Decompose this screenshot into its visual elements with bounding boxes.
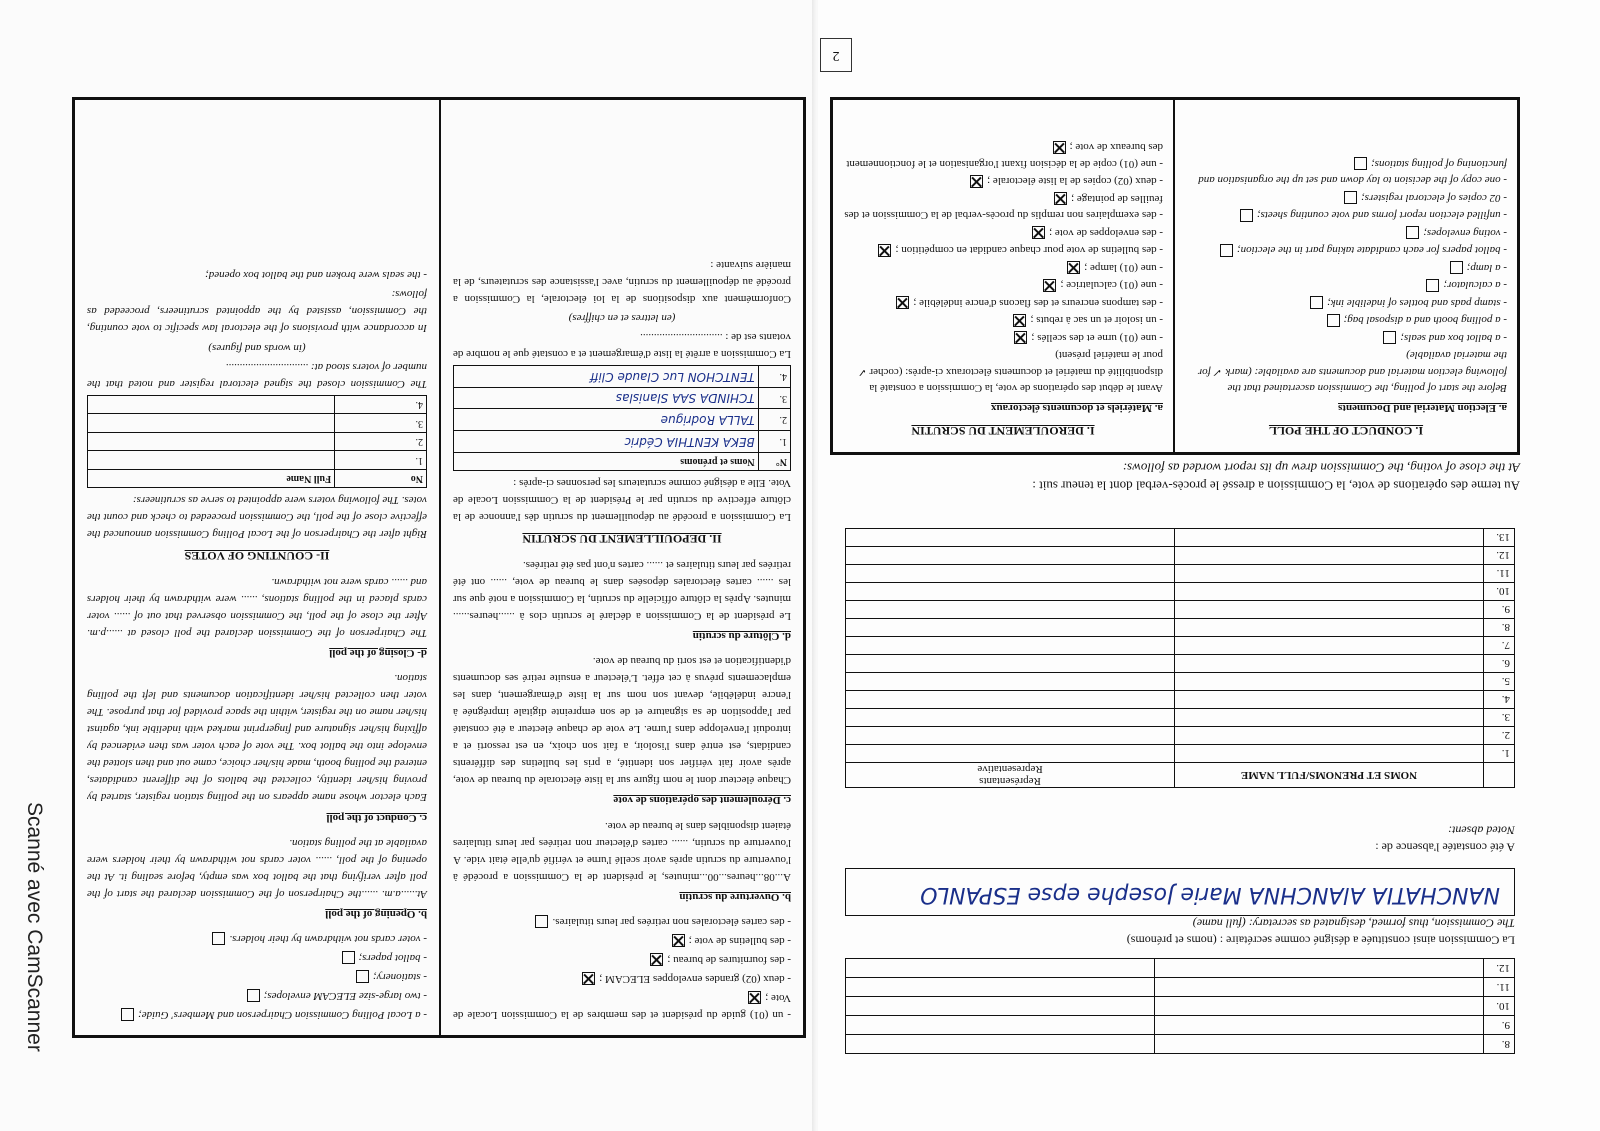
en-election-material-checkbox[interactable] <box>1220 244 1233 257</box>
absent-rep-cell[interactable] <box>846 655 1175 673</box>
table-row <box>454 387 791 409</box>
en-conduct-text: Each elector whose name appears on the polling station register, started by proving his/her identity, collected the ballots of the different candidates, entered the polling booth, made his/her choice, came out and then slotted the envelope into the ballot box. The vote of each voter was then evidenced by affixing his/her signature and fingerprint marked with indelible ink, against his/her name on the register, within the space provided for that purpose. The voter then collected his/her identification documents and left the polling station. <box>87 672 427 804</box>
table-row <box>88 432 427 451</box>
fr-sub-title: a. Matériels et documents électoraux <box>991 402 1163 414</box>
row-number: 10. <box>1484 583 1515 601</box>
en-conduct-title: c. Conduct of the poll <box>326 811 427 824</box>
fr-election-material-checkbox[interactable] <box>1054 192 1067 205</box>
french-column <box>439 100 803 1035</box>
row-number: 7. <box>1484 637 1515 655</box>
row-number: 5. <box>1484 673 1515 691</box>
fr-counting-title: II. DEPOUILLEMENT DU SCRUTIN <box>522 531 722 546</box>
fr-conduct-text: Chaque électeur dont le nom figure sur la liste électorale du bureau de vote, après avoir fait vérifier son identité, a pris les bulletins des différents candidats, est entré dans l'isoloir, a fait son choix, en est ressorti et a introduit l'enveloppe dans l'urne. Le vote de chaque électeur a été constaté par l'apposition de sa signature et de son empreinte digitale imprégnée à l'encre indélébile, devant son nom sur la liste d'émargement, dans les emplacements prévus à cet effet. L'électeur a ensuite retiré ses documents d'identification et est sorti du bureau de vote. <box>453 655 791 787</box>
absent-name-cell[interactable] <box>1175 583 1484 601</box>
fr-election-material-checkbox[interactable] <box>1053 141 1066 154</box>
row-number: 1. <box>1484 745 1515 763</box>
scrutineer-name: TCHINDA SAA Slanislas <box>454 387 759 409</box>
absent-name-cell[interactable] <box>1175 745 1484 763</box>
fr-conduct-column <box>833 100 1175 452</box>
secretary-caption <box>850 915 1515 949</box>
fr-election-material-checkbox[interactable] <box>1014 331 1027 344</box>
absent-header-rep: Représentants Representative <box>846 763 1175 788</box>
empty-name-cell[interactable] <box>88 451 335 470</box>
representative-cell[interactable] <box>846 959 1155 978</box>
fr-election-material-checkbox[interactable] <box>1032 226 1045 239</box>
fr-election-material-item: - une (01) copie de la décision fixant l'organisation et le fonctionnement des bureaux de vote ; <box>846 141 1163 170</box>
absent-name-cell[interactable] <box>1175 529 1484 547</box>
en-election-material-checkbox[interactable] <box>1426 279 1439 292</box>
representative-cell[interactable] <box>846 997 1155 1016</box>
fr-material-item: - des cartes électorales non retirées par leurs titulaires. <box>453 913 791 930</box>
row-number: 13. <box>1484 529 1515 547</box>
row-number: 3. <box>335 414 427 433</box>
fr-election-material-checkbox[interactable] <box>970 175 983 188</box>
fr-provisions-text: Conformément aux dispositions de la loi électorale, la Commission a procédé au dépouillement du scrutin, avec l'assistance des scrutateurs, de la manière suivante : <box>453 258 791 306</box>
fr-material-item: - deux (02) grandes enveloppes ELECAM ; <box>453 970 791 987</box>
fr-election-material-item: - deux (02) copies de la liste électorale ; <box>843 173 1163 190</box>
row-number: 3. <box>1484 709 1515 727</box>
fr-election-material-item: - des bulletins de vote pour chaque candidat en compétition ; <box>843 242 1163 259</box>
en-section-title: I. CONDUCT OF THE POLL <box>1268 424 1424 438</box>
name-cell[interactable] <box>1155 1016 1484 1035</box>
fr-election-material-item: - des enveloppes de vote ; <box>843 225 1163 242</box>
en-election-material-checkbox[interactable] <box>1406 226 1419 239</box>
en-sc-header-n: No <box>335 469 427 488</box>
en-material-checkbox[interactable] <box>247 989 260 1002</box>
table-row <box>454 366 791 388</box>
en-election-material-item: - a lamp; <box>1185 260 1507 277</box>
fr-opening-title: b. Ouverture du scrutin <box>679 890 791 903</box>
scrutineer-name: TENTCHON Luc Claude Cliff <box>454 366 759 388</box>
en-election-material-checkbox[interactable] <box>1354 157 1367 170</box>
empty-name-cell[interactable] <box>88 414 335 433</box>
absent-name-cell[interactable] <box>1175 547 1484 565</box>
fr-closing-text: Le président de la Commission a déclaré le scrutin clos à ......heures...... minutes. Après la clôture officielle du scrutin, la Commission a noté que sur les ...... cartes électorales déposées dans le bureau de vote, ...... ont été retirées par leurs titulaires et ...... cartes n'ont pas été retirées. <box>453 558 791 623</box>
fr-intro: Avant le début des opérations de vote, la Commission a constaté la disponibilité du matériel et documents électoraux ci-après: (cocher ✓ pour le matériel présent) <box>857 349 1163 395</box>
fr-items-list <box>843 139 1163 346</box>
table-row <box>88 395 427 414</box>
fr-sc-header-n: N° <box>758 452 790 471</box>
secretary-fr: La Commission ainsi constituée a désigné comme secrétaire : (noms et prénoms) <box>1126 933 1515 948</box>
fr-materials-list <box>453 913 791 1023</box>
fr-material-item: - un (01) guide du président et des membres de la Commission Locale de Vote ; <box>453 991 791 1021</box>
absent-name-cell[interactable] <box>1175 601 1484 619</box>
fr-election-material-item: - une (01) urne et des scellés ; <box>843 330 1163 347</box>
secretary-name-box <box>845 868 1515 916</box>
row-number: 8. <box>1484 1035 1515 1054</box>
secretary-en: The Commission, thus formed, designated as secretary: (full name) <box>1192 916 1515 931</box>
table-row <box>846 619 1515 637</box>
representative-cell[interactable] <box>846 1016 1155 1035</box>
fr-material-checkbox[interactable] <box>582 972 595 985</box>
absent-rep-cell[interactable] <box>846 529 1175 547</box>
fr-opening-text: A...08...heures...00...minutes, le président de la Commission a procédé à l'ouverture du scrutin après avoir scellé l'urne et vérifié qu'elle était vide. A l'ouverture du scrutin, ...... cartes d'électeur non retirées par leurs titulaires étaient disponibles dans le bureau de vote. <box>453 819 791 883</box>
scrutineer-name: BEKA KENTHIA Cédric <box>454 431 759 453</box>
fr-voters-text: La Commission a arrêté la liste d'émargement et a constaté que le nombre de votants est de : .............................. <box>453 331 791 361</box>
absence-en: Noted absent: <box>1448 823 1515 838</box>
fr-election-material-item: - une (01) lampe ; <box>843 260 1163 277</box>
en-material-item: - ballot papers; <box>87 949 427 966</box>
camscanner-watermark <box>4 800 64 1090</box>
fr-material-checkbox[interactable] <box>535 915 548 928</box>
row-number: 11. <box>1484 978 1515 997</box>
en-material-checkbox[interactable] <box>356 970 369 983</box>
row-number: 2. <box>758 409 790 431</box>
absence-fr: A été constatée l'absence de : <box>1375 840 1515 855</box>
en-election-material-item: - ballot papers for each candidate taking part in the election; <box>1185 242 1507 259</box>
fr-material-checkbox[interactable] <box>748 991 761 1004</box>
fr-scrutineers-table <box>453 365 791 471</box>
conduct-section-box <box>830 97 1520 455</box>
name-cell[interactable] <box>1155 978 1484 997</box>
absent-rep-cell[interactable] <box>846 745 1175 763</box>
fr-election-material-item: - un isoloir et un sac à rebuts ; <box>843 312 1163 329</box>
table-row <box>88 451 427 470</box>
absent-name-cell[interactable] <box>1175 691 1484 709</box>
name-cell[interactable] <box>1155 1035 1484 1054</box>
fr-election-material-item: - une (01) calculatrice ; <box>843 277 1163 294</box>
row-number: 3. <box>758 387 790 409</box>
fr-conduct-title: c. Déroulement des opérations de vote <box>613 794 791 807</box>
fr-material-checkbox[interactable] <box>650 953 663 966</box>
table-row <box>846 997 1515 1016</box>
absent-rep-cell[interactable] <box>846 673 1175 691</box>
absent-table <box>845 528 1515 788</box>
table-row <box>846 673 1515 691</box>
absent-rep-cell[interactable] <box>846 601 1175 619</box>
table-row <box>846 529 1515 547</box>
table-row <box>846 547 1515 565</box>
fr-election-material-checkbox[interactable] <box>1067 261 1080 274</box>
absent-name-cell[interactable] <box>1175 565 1484 583</box>
en-election-material-item: - stamp pads and bottles of indelible ink; <box>1185 295 1507 312</box>
en-provisions-text: In accordance with provisions of the electoral law specific to vote counting, the Commission, assisted by the appointed scrutineers, proceeded as follows: <box>87 288 427 335</box>
absence-caption <box>1170 822 1515 856</box>
en-sc-header-name: Full Name <box>88 469 335 488</box>
row-number: 4. <box>335 395 427 414</box>
fr-election-material-item: - des exemplaires non remplis du procès-verbal de la Commission et des feuilles de pointage ; <box>844 193 1163 222</box>
absent-rep-cell[interactable] <box>846 637 1175 655</box>
en-election-material-checkbox[interactable] <box>1344 191 1357 204</box>
fr-words-hint: (en lettres et en chiffres) <box>568 312 676 325</box>
absent-name-cell[interactable] <box>1175 637 1484 655</box>
table-row <box>846 583 1515 601</box>
en-counting-title: II- COUNTING OF VOTES <box>184 548 330 563</box>
row-number: 2. <box>335 432 427 451</box>
table-row <box>846 745 1515 763</box>
row-number: 4. <box>1484 691 1515 709</box>
en-material-item: - two large-size ELECAM envelopes; <box>87 987 427 1004</box>
table-row <box>846 637 1515 655</box>
fr-election-material-item: - des tampons encreurs et des flacons d'encre indélébile ; <box>843 295 1163 312</box>
table-row <box>88 414 427 433</box>
row-number: 11. <box>1484 565 1515 583</box>
row-number: 1. <box>335 451 427 470</box>
absent-rep-cell[interactable] <box>846 619 1175 637</box>
table-row <box>846 1016 1515 1035</box>
row-number: 12. <box>1484 959 1515 978</box>
row-number: 9. <box>1484 1016 1515 1035</box>
en-election-material-item: - unfilled election report forms and vote counting sheets; <box>1185 207 1507 224</box>
english-column <box>75 100 439 1035</box>
absent-header-name: NOMS ET PRENOMS/FULL NAME <box>1175 763 1484 788</box>
en-conduct-column <box>1175 100 1517 452</box>
table-row <box>846 601 1515 619</box>
camscanner-text: Scanné avec CamScanner <box>23 802 46 1052</box>
en-material-checkbox[interactable] <box>121 1008 134 1021</box>
en-opening-title: b. Opening of the poll <box>325 907 427 920</box>
table-row <box>846 691 1515 709</box>
en-election-material-item: - 02 copies of electoral registers; <box>1185 190 1507 207</box>
report-caption <box>845 458 1520 494</box>
en-closing-text: The Chairperson of the Commission declared the poll closed at ......p.m. After the close of the poll, the Commission observed that out of ...... voter cards placed in the polling stations, ...... were withdrawn by their holders and ...... cards were not withdrawn. <box>87 575 427 640</box>
en-election-material-checkbox[interactable] <box>1310 296 1323 309</box>
row-number: 12. <box>1484 547 1515 565</box>
row-number: 2. <box>1484 727 1515 745</box>
fr-sc-header-name: Noms et prénoms <box>454 452 759 471</box>
en-election-material-item: - one copy of the decision to lay down and set up the organisation and functioning of polling stations; <box>1198 158 1507 187</box>
fr-counting-text: La Commission a procédé au dépouillement du scrutin dès l'annonce de la clôture effective du scrutin par le Président de la Commission Locale de Vote. Elle a désigné comme scrutateurs les personnes ci-après : <box>453 477 791 524</box>
fr-election-material-checkbox[interactable] <box>1043 279 1056 292</box>
absent-name-cell[interactable] <box>1175 655 1484 673</box>
row-number: 10. <box>1484 997 1515 1016</box>
report-en: At the close of voting, the Commission drew up its report worded as follows: <box>1122 460 1520 476</box>
absent-rep-cell[interactable] <box>846 565 1175 583</box>
en-material-checkbox[interactable] <box>342 951 355 964</box>
table-row <box>454 431 791 453</box>
en-opening-text: At......a.m. ......the Chairperson of the Commission declared the start of the poll after verifying that the ballot box was empty, before sealing it. At the opening of the poll, ...... voter cards not withdrawn by their holders were available at the polling station. <box>87 836 427 900</box>
fr-section-title: I. DEROULEMENT DU SCRUTIN <box>911 424 1095 438</box>
absent-rep-cell[interactable] <box>846 709 1175 727</box>
absent-rep-cell[interactable] <box>846 727 1175 745</box>
representative-cell[interactable] <box>846 978 1155 997</box>
absent-rep-cell[interactable] <box>846 547 1175 565</box>
table-row <box>846 655 1515 673</box>
row-number: 1. <box>758 431 790 453</box>
table-row <box>846 709 1515 727</box>
row-number: 6. <box>1484 655 1515 673</box>
en-scrutineers-table <box>87 395 427 489</box>
table-row <box>846 727 1515 745</box>
empty-name-cell[interactable] <box>88 432 335 451</box>
table-row <box>846 978 1515 997</box>
members-rows-table <box>845 958 1515 1054</box>
page-number: 2 <box>820 38 852 72</box>
report-fr: Au terme des opérations de vote, la Commission a dressé le procès-verbal dont la teneur suit : <box>1032 478 1520 494</box>
table-row <box>846 1035 1515 1054</box>
fr-election-material-checkbox[interactable] <box>1013 314 1026 327</box>
absent-name-cell[interactable] <box>1175 709 1484 727</box>
absent-rep-cell[interactable] <box>846 691 1175 709</box>
absent-rep-cell[interactable] <box>846 583 1175 601</box>
en-intro: Before the start of polling, the Commission ascertained that the following election material and documents are available: (mark ✓ for the material available) <box>1197 349 1507 395</box>
row-number: 9. <box>1484 601 1515 619</box>
fr-material-item: - des fournitures de bureau ; <box>453 951 791 968</box>
en-election-material-checkbox[interactable] <box>1240 209 1253 222</box>
secretary-name: NANCHATIA AlANCHNA Marie Josephe epse ESPANLO <box>920 882 1500 907</box>
absent-name-cell[interactable] <box>1175 673 1484 691</box>
en-materials-list <box>87 930 427 1023</box>
fr-material-item: - des bulletins de vote ; <box>453 932 791 949</box>
row-number: 8. <box>1484 619 1515 637</box>
representative-cell[interactable] <box>846 1035 1155 1054</box>
en-words-hint: (in words and figures) <box>208 341 306 354</box>
en-election-material-item: - a ballot box and seals; <box>1185 330 1507 347</box>
row-number: 4. <box>758 366 790 388</box>
scrutineer-name: TALLA Rodrigue <box>454 409 759 431</box>
en-election-material-item: - a polling booth and a disposal bag; <box>1185 312 1507 329</box>
table-row <box>454 409 791 431</box>
left-form-box <box>72 97 806 1038</box>
en-voters-text: The Commission closed the signed electoral register and noted that the number of voters stood at: .............................. <box>87 360 427 390</box>
en-items-list <box>1185 156 1507 347</box>
fr-material-checkbox[interactable] <box>672 934 685 947</box>
en-seals-text: - the seals were broken and the ballot box opened; <box>205 269 427 282</box>
en-closing-title: d- Closing of the poll <box>329 647 427 660</box>
absent-name-cell[interactable] <box>1175 619 1484 637</box>
en-election-material-checkbox[interactable] <box>1450 261 1463 274</box>
fr-election-material-checkbox[interactable] <box>896 296 909 309</box>
table-row <box>846 959 1515 978</box>
en-sub-title: a. Election Material and Documents <box>1338 402 1507 414</box>
empty-name-cell[interactable] <box>88 395 335 414</box>
absent-name-cell[interactable] <box>1175 727 1484 745</box>
fr-closing-title: d. Clôture du scrutin <box>692 630 791 643</box>
en-material-item: - a Local Polling Commission Chairperson and Members' Guide; <box>87 1006 427 1023</box>
name-cell[interactable] <box>1155 959 1484 978</box>
table-row <box>846 565 1515 583</box>
en-material-item: - voter cards not withdrawn by their holders. <box>87 930 427 947</box>
en-election-material-checkbox[interactable] <box>1383 331 1396 344</box>
en-material-checkbox[interactable] <box>212 932 225 945</box>
fr-election-material-checkbox[interactable] <box>878 244 891 257</box>
en-election-material-item: - a calculator; <box>1185 277 1507 294</box>
name-cell[interactable] <box>1155 997 1484 1016</box>
en-election-material-item: - voting envelopes; <box>1185 225 1507 242</box>
en-election-material-checkbox[interactable] <box>1327 314 1340 327</box>
en-counting-text: Right after the Chairperson of the Local Polling Commission announced the effective close of the poll, the Commission proceeded to check and count the votes. The following voters were appointed to serve as scrutineers: <box>87 494 427 541</box>
en-material-item: - stationery; <box>87 968 427 985</box>
